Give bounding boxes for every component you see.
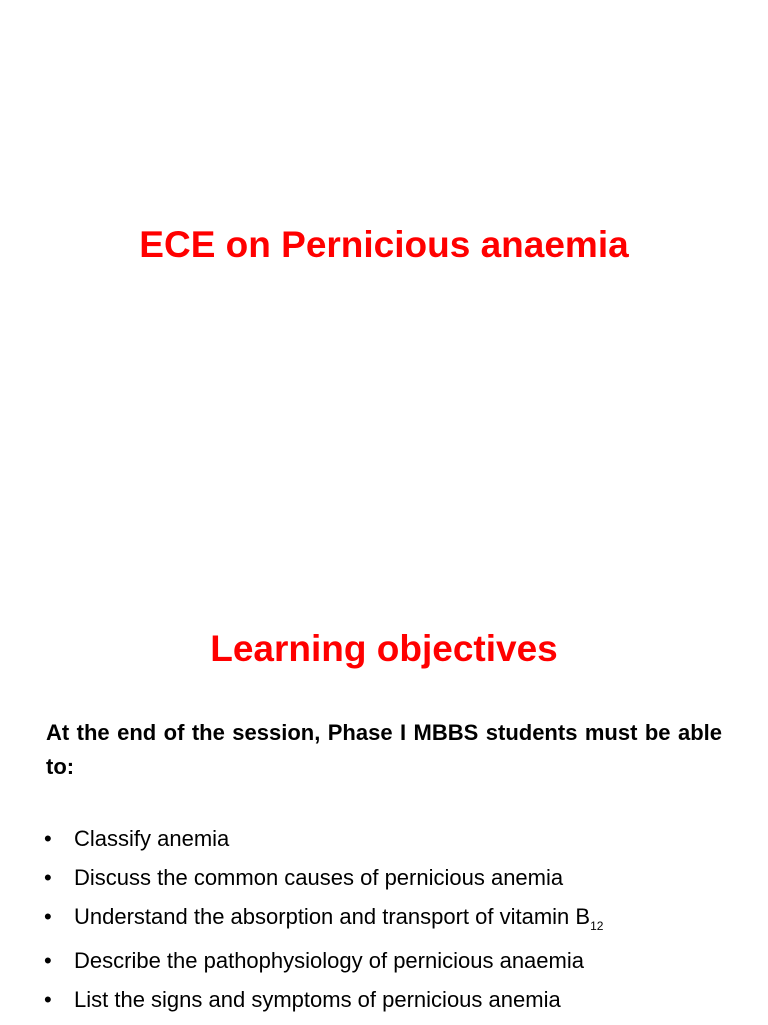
bullet-icon: • bbox=[44, 826, 52, 851]
objectives-intro: At the end of the session, Phase I MBBS students must be able to: bbox=[46, 720, 722, 779]
objectives-slide bbox=[0, 576, 768, 1024]
list-item bbox=[44, 903, 744, 947]
bullet-icon: • bbox=[44, 987, 52, 1012]
slide-title: ECE on Pernicious anaemia bbox=[139, 224, 629, 265]
list-item bbox=[44, 864, 744, 903]
bullet-icon: • bbox=[44, 948, 52, 973]
list-item bbox=[44, 986, 744, 1025]
list-item-text: Understand the absorption and transport of vitamin B bbox=[74, 904, 591, 929]
list-item-text: Describe the pathophysiology of pernicious anaemia bbox=[74, 948, 584, 973]
list-item-text: Classify anemia bbox=[74, 826, 230, 851]
bullet-icon: • bbox=[44, 904, 52, 929]
bullet-icon: • bbox=[44, 865, 52, 890]
list-item-text: Discuss the common causes of pernicious anemia bbox=[74, 865, 564, 890]
objectives-list bbox=[44, 825, 744, 1025]
vitamin-subscript: 12 bbox=[590, 919, 604, 933]
list-item bbox=[44, 825, 744, 864]
list-item-text: List the signs and symptoms of pernicious anemia bbox=[74, 987, 561, 1012]
list-item bbox=[44, 947, 744, 986]
objectives-heading: Learning objectives bbox=[210, 628, 558, 669]
